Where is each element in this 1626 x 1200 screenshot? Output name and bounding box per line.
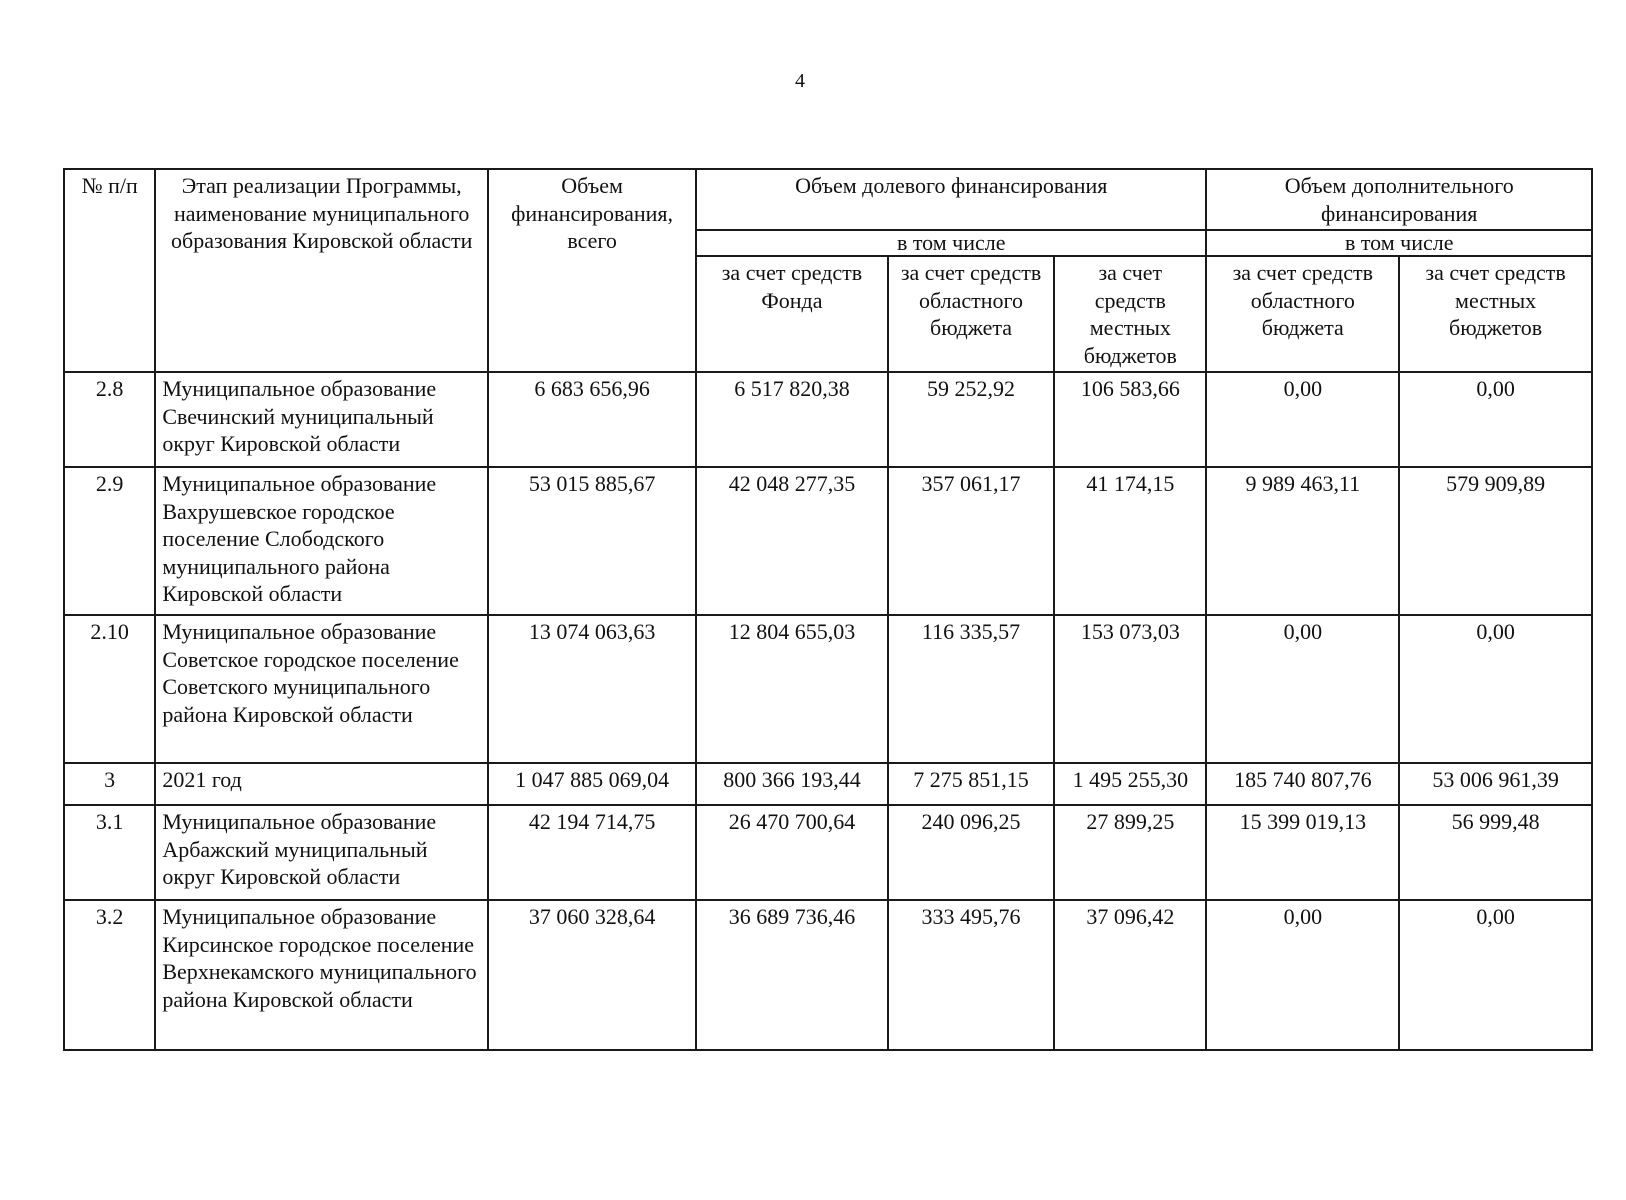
cell-add-loc: 53 006 961,39 (1399, 763, 1592, 805)
cell-loc: 41 174,15 (1054, 467, 1206, 615)
table-row (64, 467, 1592, 615)
cell-obl: 59 252,92 (888, 372, 1054, 467)
cell-total: 42 194 714,75 (488, 805, 696, 900)
cell-loc: 106 583,66 (1054, 372, 1206, 467)
cell-add-obl: 15 399 019,13 (1206, 805, 1399, 900)
cell-total: 13 074 063,63 (488, 615, 696, 763)
table-row (64, 900, 1592, 1050)
cell-add-loc: 56 999,48 (1399, 805, 1592, 900)
cell-obl: 116 335,57 (888, 615, 1054, 763)
cell-name: Муниципальное образование Советское городское поселение Советского муниципального района Кировской области (155, 615, 488, 763)
cell-add-obl: 185 740 807,76 (1206, 763, 1399, 805)
financing-table (63, 168, 1593, 1051)
cell-num: 3.1 (64, 805, 155, 900)
cell-fund: 800 366 193,44 (696, 763, 888, 805)
cell-obl: 7 275 851,15 (888, 763, 1054, 805)
table-row (64, 805, 1592, 900)
header-add-loc: за счет средств местных бюджетов (1399, 256, 1592, 372)
cell-add-obl: 9 989 463,11 (1206, 467, 1399, 615)
table-row (64, 615, 1592, 763)
cell-name: Муниципальное образование Вахрушевское городское поселение Слободского муниципального района Кировской области (155, 467, 488, 615)
header-shared-group: Объем долевого финансирования (696, 169, 1206, 230)
cell-add-loc: 579 909,89 (1399, 467, 1592, 615)
cell-obl: 357 061,17 (888, 467, 1054, 615)
cell-num: 2.8 (64, 372, 155, 467)
cell-obl: 333 495,76 (888, 900, 1054, 1050)
cell-name: 2021 год (155, 763, 488, 805)
header-add-obl: за счет средств областного бюджета (1206, 256, 1399, 372)
cell-add-obl: 0,00 (1206, 372, 1399, 467)
header-shared-obl: за счет средств областного бюджета (888, 256, 1054, 372)
cell-total: 53 015 885,67 (488, 467, 696, 615)
cell-fund: 36 689 736,46 (696, 900, 888, 1050)
cell-loc: 27 899,25 (1054, 805, 1206, 900)
cell-loc: 153 073,03 (1054, 615, 1206, 763)
header-num: № п/п (64, 169, 155, 372)
cell-loc: 1 495 255,30 (1054, 763, 1206, 805)
header-add-incl: в том числе (1206, 230, 1592, 256)
cell-num: 3 (64, 763, 155, 805)
header-shared-fund: за счет средств Фонда (696, 256, 888, 372)
cell-add-loc: 0,00 (1399, 372, 1592, 467)
cell-fund: 42 048 277,35 (696, 467, 888, 615)
header-total: Объем финансирования, всего (488, 169, 696, 372)
cell-num: 2.10 (64, 615, 155, 763)
cell-num: 3.2 (64, 900, 155, 1050)
cell-num: 2.9 (64, 467, 155, 615)
cell-loc: 37 096,42 (1054, 900, 1206, 1050)
cell-name: Муниципальное образование Свечинский муниципальный округ Кировской области (155, 372, 488, 467)
cell-fund: 6 517 820,38 (696, 372, 888, 467)
cell-add-obl: 0,00 (1206, 615, 1399, 763)
cell-name: Муниципальное образование Кирсинское городское поселение Верхнекамского муниципального района Кировской области (155, 900, 488, 1050)
cell-fund: 26 470 700,64 (696, 805, 888, 900)
header-add-group: Объем дополнительного финансирования (1206, 169, 1592, 230)
cell-obl: 240 096,25 (888, 805, 1054, 900)
table-row (64, 763, 1592, 805)
cell-fund: 12 804 655,03 (696, 615, 888, 763)
cell-add-loc: 0,00 (1399, 615, 1592, 763)
cell-total: 6 683 656,96 (488, 372, 696, 467)
cell-add-obl: 0,00 (1206, 900, 1399, 1050)
page-number: 4 (795, 70, 805, 92)
cell-add-loc: 0,00 (1399, 900, 1592, 1050)
cell-total: 37 060 328,64 (488, 900, 696, 1050)
header-shared-incl: в том числе (696, 230, 1206, 256)
cell-name: Муниципальное образование Арбажский муниципальный округ Кировской области (155, 805, 488, 900)
header-shared-loc: за счет средств местных бюджетов (1054, 256, 1206, 372)
cell-total: 1 047 885 069,04 (488, 763, 696, 805)
table-row (64, 372, 1592, 467)
header-name: Этап реализации Программы, наименование муниципального образования Кировской области (155, 169, 488, 372)
